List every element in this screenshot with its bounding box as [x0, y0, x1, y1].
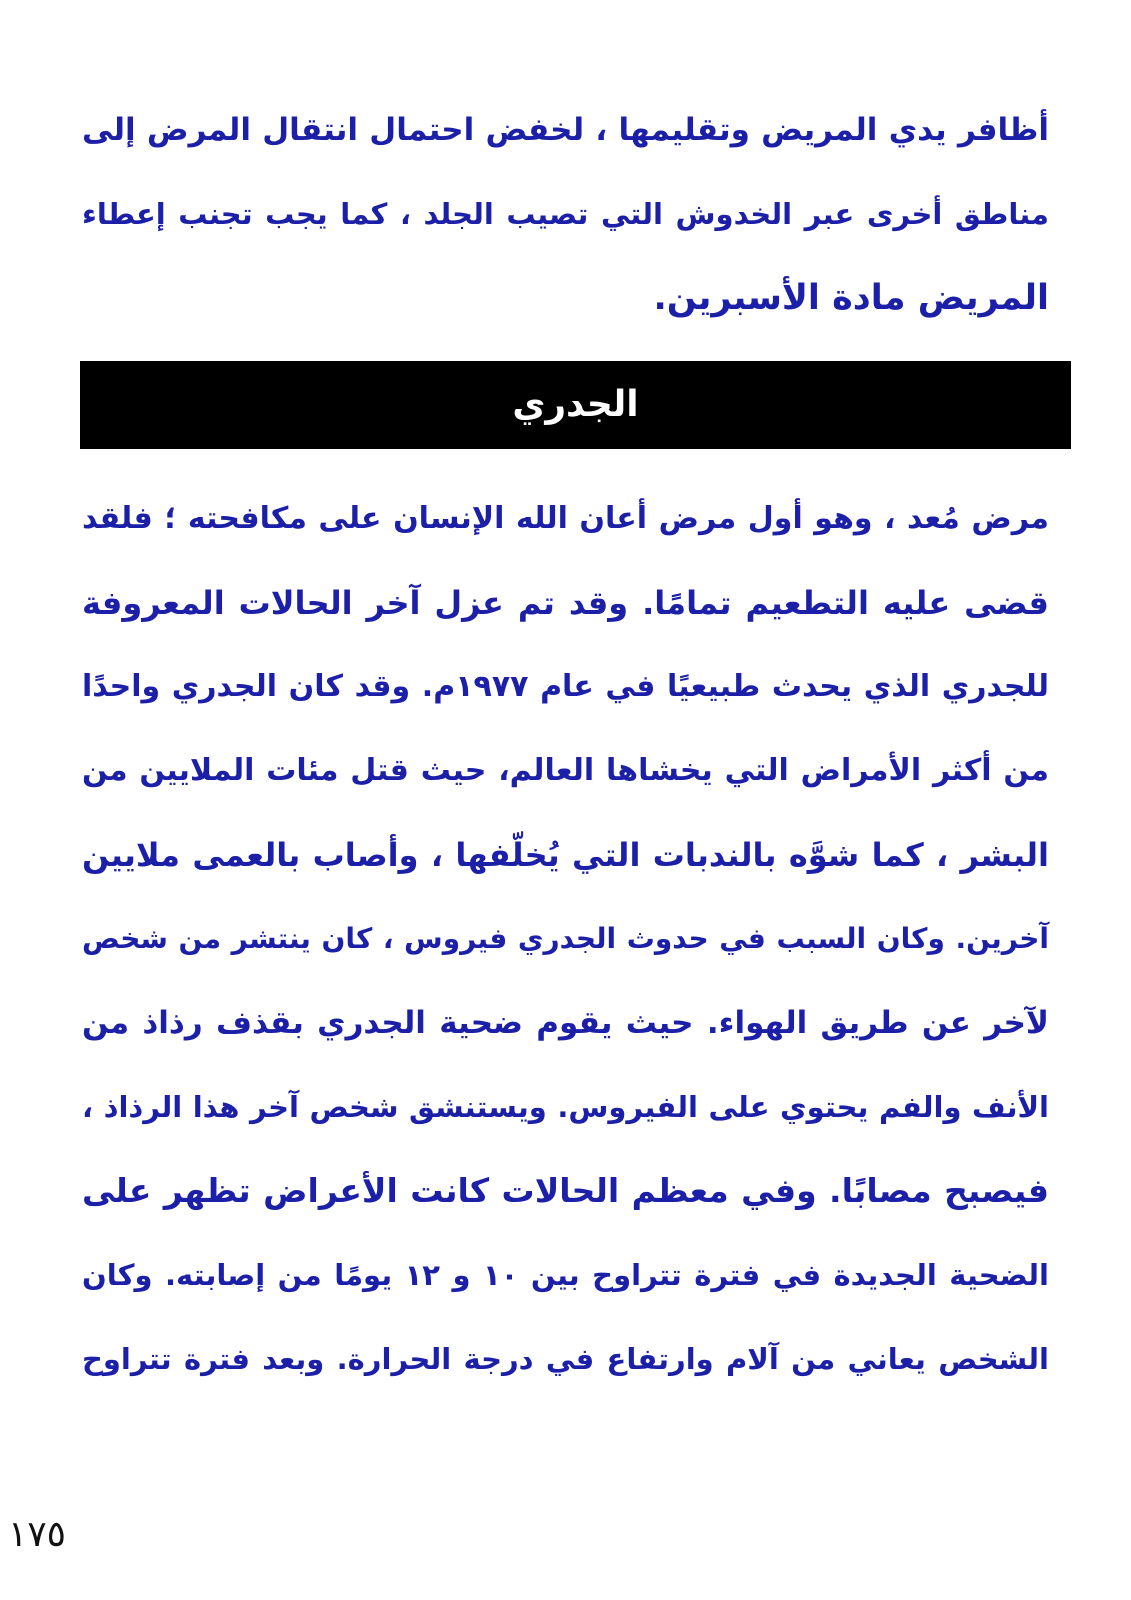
intro-line-1: أظافر يدي المريض وتقليمها ، لخفض احتمال انتقال المرض إلى	[82, 112, 1049, 148]
paragraph-line-7: لآخر عن طريق الهواء. حيث يقوم ضحية الجدري بقذف رذاذ من	[82, 1005, 1049, 1041]
paragraph-line-2: قضى عليه التطعيم تمامًا. وقد تم عزل آخر الحالات المعروفة	[82, 584, 1049, 622]
intro-line-3: المريض مادة الأسبرين.	[653, 278, 1049, 318]
paragraph-line-5: البشر ، كما شوَّه بالندبات التي يُخلّفها ، وأصاب بالعمى ملايين	[82, 836, 1049, 874]
section-heading-bar	[80, 361, 1071, 449]
paragraph-line-8: الأنف والفم يحتوي على الفيروس. ويستنشق شخص آخر هذا الرذاذ ،	[82, 1090, 1049, 1124]
page-number: ١٧٥	[8, 1514, 67, 1555]
intro-line-2: مناطق أخرى عبر الخدوش التي تصيب الجلد ، كما يجب تجنب إعطاء	[82, 197, 1049, 231]
paragraph-line-6: آخرين. وكان السبب في حدوث الجدري فيروس ، كان ينتشر من شخص	[82, 922, 1049, 955]
paragraph-line-10: الضحية الجديدة في فترة تتراوح بين ١٠ و ١٢ يومًا من إصابته. وكان	[82, 1258, 1049, 1292]
paragraph-line-11: الشخص يعاني من آلام وارتفاع في درجة الحرارة. وبعد فترة تتراوح	[82, 1342, 1049, 1376]
paragraph-line-4: من أكثر الأمراض التي يخشاها العالم، حيث قتل مئات الملايين من	[82, 753, 1049, 788]
section-heading: الجدري	[512, 384, 639, 425]
paragraph-line-9: فيصبح مصابًا. وفي معظم الحالات كانت الأعراض تظهر على	[82, 1171, 1049, 1210]
paragraph-line-1: مرض مُعد ، وهو أول مرض أعان الله الإنسان على مكافحته ؛ فلقد	[82, 501, 1049, 536]
paragraph-line-3: للجدري الذي يحدث طبيعيًا في عام ١٩٧٧م. وقد كان الجدري واحدًا	[82, 669, 1050, 704]
